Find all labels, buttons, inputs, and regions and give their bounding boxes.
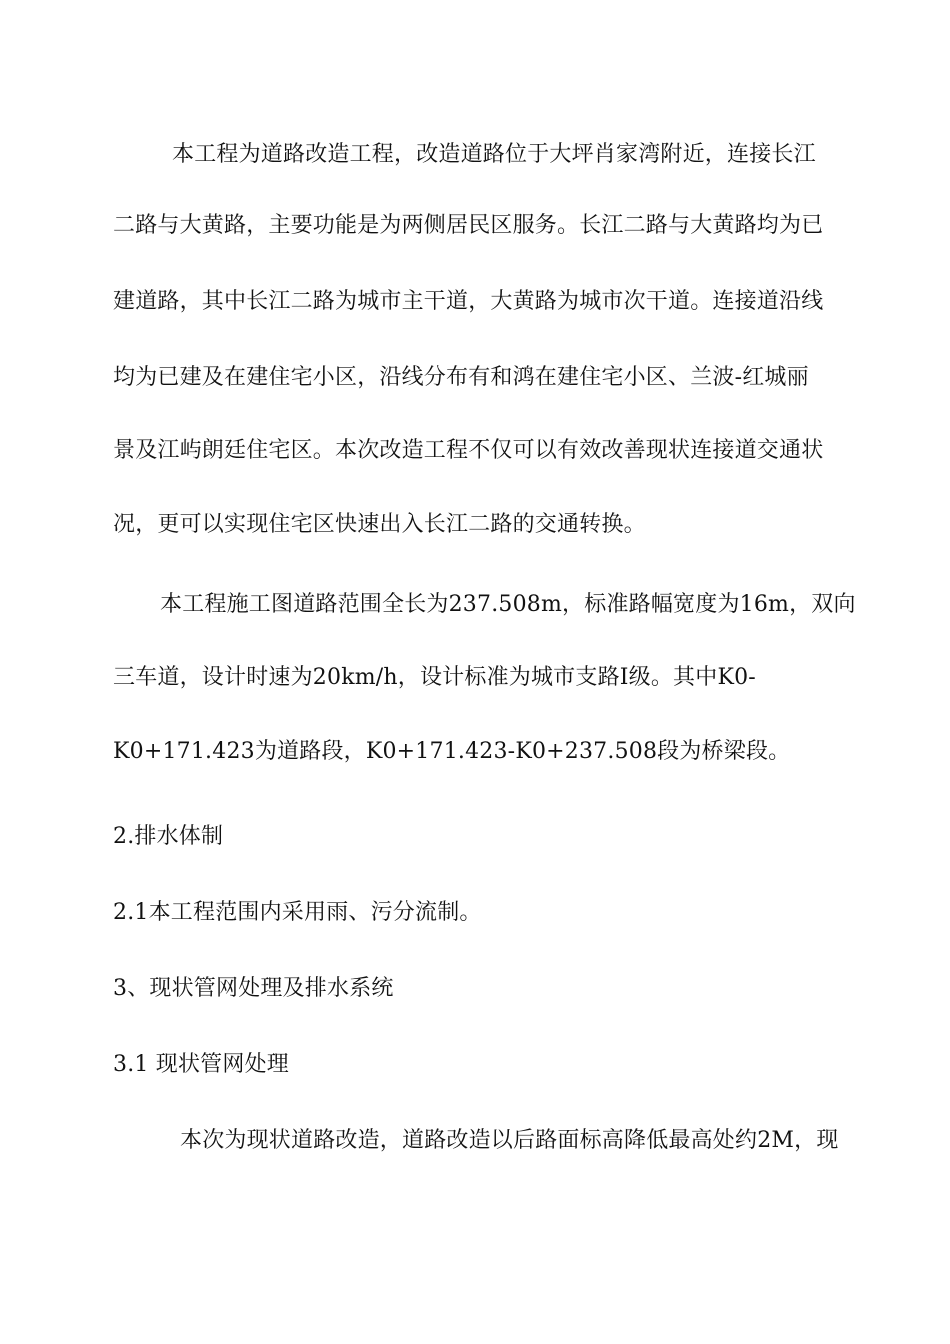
- text-line: 三车道，设计时速为20km/h，设计标准为城市支路Ⅰ级。其中K0-: [113, 665, 756, 690]
- text-line: 建道路，其中长江二路为城市主干道，大黄路为城市次干道。连接道沿线: [113, 289, 824, 314]
- text-line: 本次为现状道路改造，道路改造以后路面标高降低最高处约2M，现: [180, 1128, 839, 1153]
- text-line: 本工程施工图道路范围全长为237.508m，标准路幅宽度为16m，双向: [160, 592, 856, 617]
- subsection-rain-sewage-separation: 2.1本工程范围内采用雨、污分流制。: [113, 900, 482, 925]
- text-line: 本工程为道路改造工程，改造道路位于大坪肖家湾附近，连接长江: [172, 142, 816, 167]
- text-line: 景及江屿朗廷住宅区。本次改造工程不仅可以有效改善现状连接道交通状: [113, 438, 824, 463]
- text-line: K0+171.423为道路段，K0+171.423-K0+237.508段为桥梁段。: [113, 739, 791, 764]
- text-line: 况，更可以实现住宅区快速出入长江二路的交通转换。: [113, 512, 646, 537]
- subsection-heading-pipe-treatment: 3.1 现状管网处理: [113, 1052, 289, 1077]
- section-heading-drainage-system: 2.排水体制: [113, 824, 224, 849]
- text-line: 二路与大黄路，主要功能是为两侧居民区服务。长江二路与大黄路均为已: [113, 213, 824, 238]
- section-heading-existing-pipe-network: 3、现状管网处理及排水系统: [113, 976, 394, 1001]
- text-line: 均为已建及在建住宅小区，沿线分布有和鸿在建住宅小区、兰波-红城丽: [113, 365, 809, 390]
